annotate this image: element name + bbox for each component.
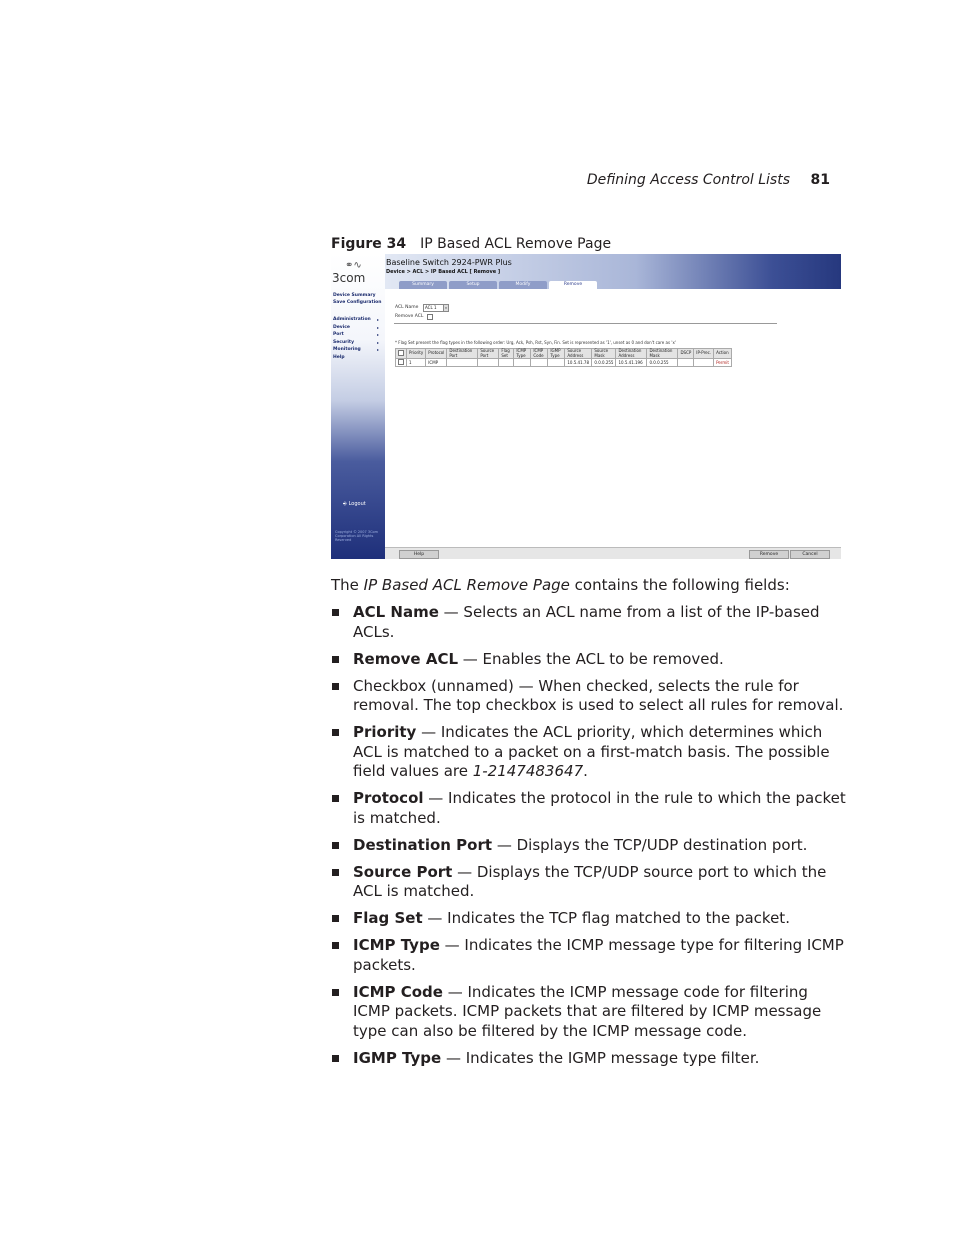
chevron-right-icon: ▸	[377, 340, 380, 345]
bullet-icon	[332, 989, 339, 996]
list-item: IGMP Type — Indicates the IGMP message type filter.	[331, 1049, 846, 1069]
table-cell	[499, 359, 514, 367]
tab-summary[interactable]: Summary	[399, 281, 447, 289]
acl-rules-table	[395, 348, 732, 367]
list-item: Priority — Indicates the ACL priority, which determines which ACL is matched to a packet on a first-match basis. The possible field values are 1-2147483647.	[331, 723, 846, 782]
acl-name-label: ACL Name	[395, 305, 419, 310]
sidebar-item-port[interactable]: Port ▸	[333, 332, 380, 337]
figure-caption	[331, 236, 611, 252]
column-header: Destination Mask	[647, 349, 678, 359]
logout-link[interactable]: ⎆ Logout	[343, 501, 366, 507]
tab-remove[interactable]: Remove	[549, 281, 597, 289]
table-cell: 1	[407, 359, 426, 367]
tab-modify[interactable]: Modify	[499, 281, 547, 289]
table-cell: 10.5.41.78	[565, 359, 592, 367]
tab-setup[interactable]: Setup	[449, 281, 497, 289]
chevron-right-icon: ▸	[377, 332, 380, 337]
help-button[interactable]: Help	[399, 550, 439, 559]
sidebar-item-save-configuration[interactable]: Save Configuration	[333, 300, 382, 305]
product-name: Baseline Switch 2924-PWR Plus	[386, 258, 512, 267]
list-item: ACL Name — Selects an ACL name from a list of the IP-based ACLs.	[331, 603, 846, 642]
table-cell	[548, 359, 565, 367]
column-header: ICMP Code	[531, 349, 548, 359]
column-header: ICMP Type	[514, 349, 531, 359]
cancel-button[interactable]: Cancel	[790, 550, 830, 559]
sidebar-item-device-summary[interactable]: Device Summary	[333, 293, 376, 298]
column-header: IGMP Type	[548, 349, 565, 359]
running-header	[560, 171, 830, 191]
table-cell	[531, 359, 548, 367]
sidebar-item-device[interactable]: Device ▸	[333, 325, 380, 330]
table-cell: ICMP	[426, 359, 447, 367]
sidebar-item-security[interactable]: Security ▸	[333, 340, 380, 345]
bullet-icon	[332, 915, 339, 922]
table-cell: Permit	[714, 359, 732, 367]
column-header: IP-Prec.	[694, 349, 714, 359]
column-header: Source Mask	[592, 349, 616, 359]
column-header: Source Address	[565, 349, 592, 359]
breadcrumb: Device > ACL > IP Based ACL [ Remove ]	[386, 269, 501, 275]
main-content	[385, 289, 841, 547]
table-cell: 0.0.0.255	[647, 359, 678, 367]
figure-screenshot	[331, 254, 841, 559]
column-header: Source Port	[478, 349, 499, 359]
select-all-checkbox[interactable]	[398, 350, 404, 356]
intro-paragraph: The IP Based ACL Remove Page contains the following fields:	[331, 576, 790, 594]
list-item: ICMP Code — Indicates the ICMP message code for filtering ICMP packets. ICMP packets that are filtered by ICMP message type can also be filtered by the ICMP message code.	[331, 983, 846, 1042]
list-item: ICMP Type — Indicates the ICMP message type for filtering ICMP packets.	[331, 936, 846, 975]
chevron-right-icon: ▸	[377, 347, 380, 352]
column-header: Protocol	[426, 349, 447, 359]
acl-name-select[interactable]: ACL 1 ▾	[423, 304, 449, 312]
list-item: Protocol — Indicates the protocol in the rule to which the packet is matched.	[331, 789, 846, 828]
bullet-icon	[332, 795, 339, 802]
remove-acl-checkbox[interactable]	[427, 314, 433, 320]
column-header: Destination Address	[616, 349, 647, 359]
page-number: 81	[810, 172, 830, 188]
logo-mark-icon: ⚭∿	[345, 260, 362, 271]
bullet-icon	[332, 656, 339, 663]
table-cell: 0.0.0.255	[592, 359, 616, 367]
figure-title: IP Based ACL Remove Page	[420, 236, 612, 252]
logo: 3com	[332, 271, 366, 285]
list-item: Destination Port — Displays the TCP/UDP destination port.	[331, 836, 846, 856]
bullet-icon	[332, 1055, 339, 1062]
list-item: Source Port — Displays the TCP/UDP source port to which the ACL is matched.	[331, 863, 846, 902]
chevron-down-icon: ▾	[443, 305, 448, 311]
column-header: Action	[714, 349, 732, 359]
bullet-icon	[332, 842, 339, 849]
sidebar-item-help[interactable]: Help	[333, 355, 345, 360]
table-row	[396, 359, 732, 367]
remove-button[interactable]: Remove	[749, 550, 789, 559]
bullet-icon	[332, 942, 339, 949]
sidebar-item-administration[interactable]: Administration ▸	[333, 317, 380, 322]
field-list	[331, 603, 846, 1076]
figure-label: Figure 34	[331, 236, 407, 252]
list-item: Flag Set — Indicates the TCP flag matched to the packet.	[331, 909, 846, 929]
logout-icon: ⎆	[343, 501, 348, 507]
row-select-checkbox[interactable]	[398, 359, 404, 365]
sidebar-item-monitoring[interactable]: Monitoring ▸	[333, 347, 380, 352]
chevron-right-icon: ▸	[377, 325, 380, 330]
table-cell	[514, 359, 531, 367]
bullet-icon	[332, 683, 339, 690]
page-name: IP Based ACL Remove Page	[363, 576, 570, 594]
bullet-icon	[332, 729, 339, 736]
table-header-row	[396, 349, 732, 359]
header-title: Defining Access Control Lists	[586, 172, 790, 188]
bullet-icon	[332, 869, 339, 876]
column-header: DSCP	[678, 349, 694, 359]
remove-acl-label: Remove ACL	[395, 314, 424, 319]
row-select-cell	[396, 359, 407, 367]
list-item: Checkbox (unnamed) — When checked, selects the rule for removal. The top checkbox is used to select all rules for removal.	[331, 677, 846, 716]
divider	[394, 323, 777, 324]
copyright-text: Copyright © 2007 3Com Corporation All Rights Reserved	[335, 530, 379, 543]
table-cell	[447, 359, 478, 367]
chevron-right-icon: ▸	[377, 317, 380, 322]
table-cell	[694, 359, 714, 367]
column-header: Priority	[407, 349, 426, 359]
column-header: Flag Set	[499, 349, 514, 359]
select-all-header	[396, 349, 407, 359]
bullet-icon	[332, 609, 339, 616]
table-cell	[678, 359, 694, 367]
flag-set-note: * Flag Set present the flag types in the following order: Urg, Ack, Psh, Rst, Syn, Fin. Set is represented as '1', unset as 0 and don't care as 'x'	[395, 340, 676, 345]
button-bar	[385, 547, 841, 559]
list-item: Remove ACL — Enables the ACL to be removed.	[331, 650, 846, 670]
table-cell	[478, 359, 499, 367]
column-header: Destination Port	[447, 349, 478, 359]
table-cell: 10.5.41.196	[616, 359, 647, 367]
sidebar	[331, 254, 385, 559]
